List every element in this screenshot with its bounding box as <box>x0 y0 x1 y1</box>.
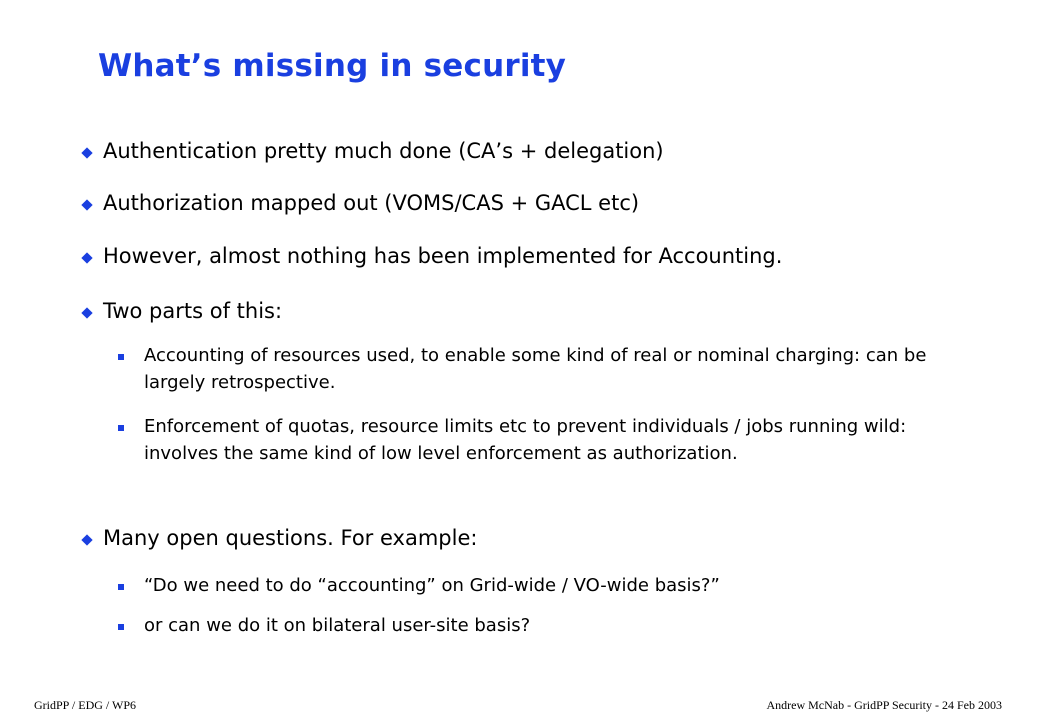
bullet-open-questions <box>82 525 477 551</box>
diamond-bullet-icon <box>81 252 92 263</box>
square-bullet-icon <box>118 425 124 431</box>
bullet-text: However, almost nothing has been implemented for Accounting. <box>103 244 783 268</box>
diamond-bullet-icon <box>81 199 92 210</box>
square-bullet-icon <box>118 354 124 360</box>
bullet-authorization <box>82 190 639 216</box>
diamond-bullet-icon <box>81 307 92 318</box>
sub-bullet-text: Enforcement of quotas, resource limits etc to prevent individuals / jobs running wild: involves the same kind of low level enforcement as authorization. <box>144 416 907 464</box>
slide-title: What’s missing in security <box>98 48 567 84</box>
sub-bullet-enforcement <box>124 413 964 467</box>
footer-left: GridPP / EDG / WP6 <box>34 698 137 712</box>
diamond-bullet-icon <box>81 534 92 545</box>
sub-bullet-text: “Do we need to do “accounting” on Grid-wide / VO-wide basis?” <box>144 575 720 596</box>
bullet-accounting <box>82 243 782 269</box>
bullet-two-parts <box>82 298 282 324</box>
diamond-bullet-icon <box>81 147 92 158</box>
square-bullet-icon <box>118 624 124 630</box>
square-bullet-icon <box>118 584 124 590</box>
bullet-text: Authorization mapped out (VOMS/CAS + GACL etc) <box>103 191 640 215</box>
sub-bullet-text: Accounting of resources used, to enable some kind of real or nominal charging: can be largely retrospective. <box>144 345 927 393</box>
footer-right: Andrew McNab - GridPP Security - 24 Feb 2003 <box>766 698 1002 712</box>
sub-bullet-accounting-resources <box>124 342 964 396</box>
bullet-text: Two parts of this: <box>103 299 283 323</box>
sub-bullet-grid-wide <box>124 572 964 599</box>
bullet-text: Many open questions. For example: <box>103 526 478 550</box>
sub-bullet-text: or can we do it on bilateral user-site basis? <box>144 615 531 636</box>
sub-bullet-bilateral <box>124 612 964 639</box>
bullet-text: Authentication pretty much done (CA’s + delegation) <box>103 139 664 163</box>
bullet-authentication <box>82 138 664 164</box>
